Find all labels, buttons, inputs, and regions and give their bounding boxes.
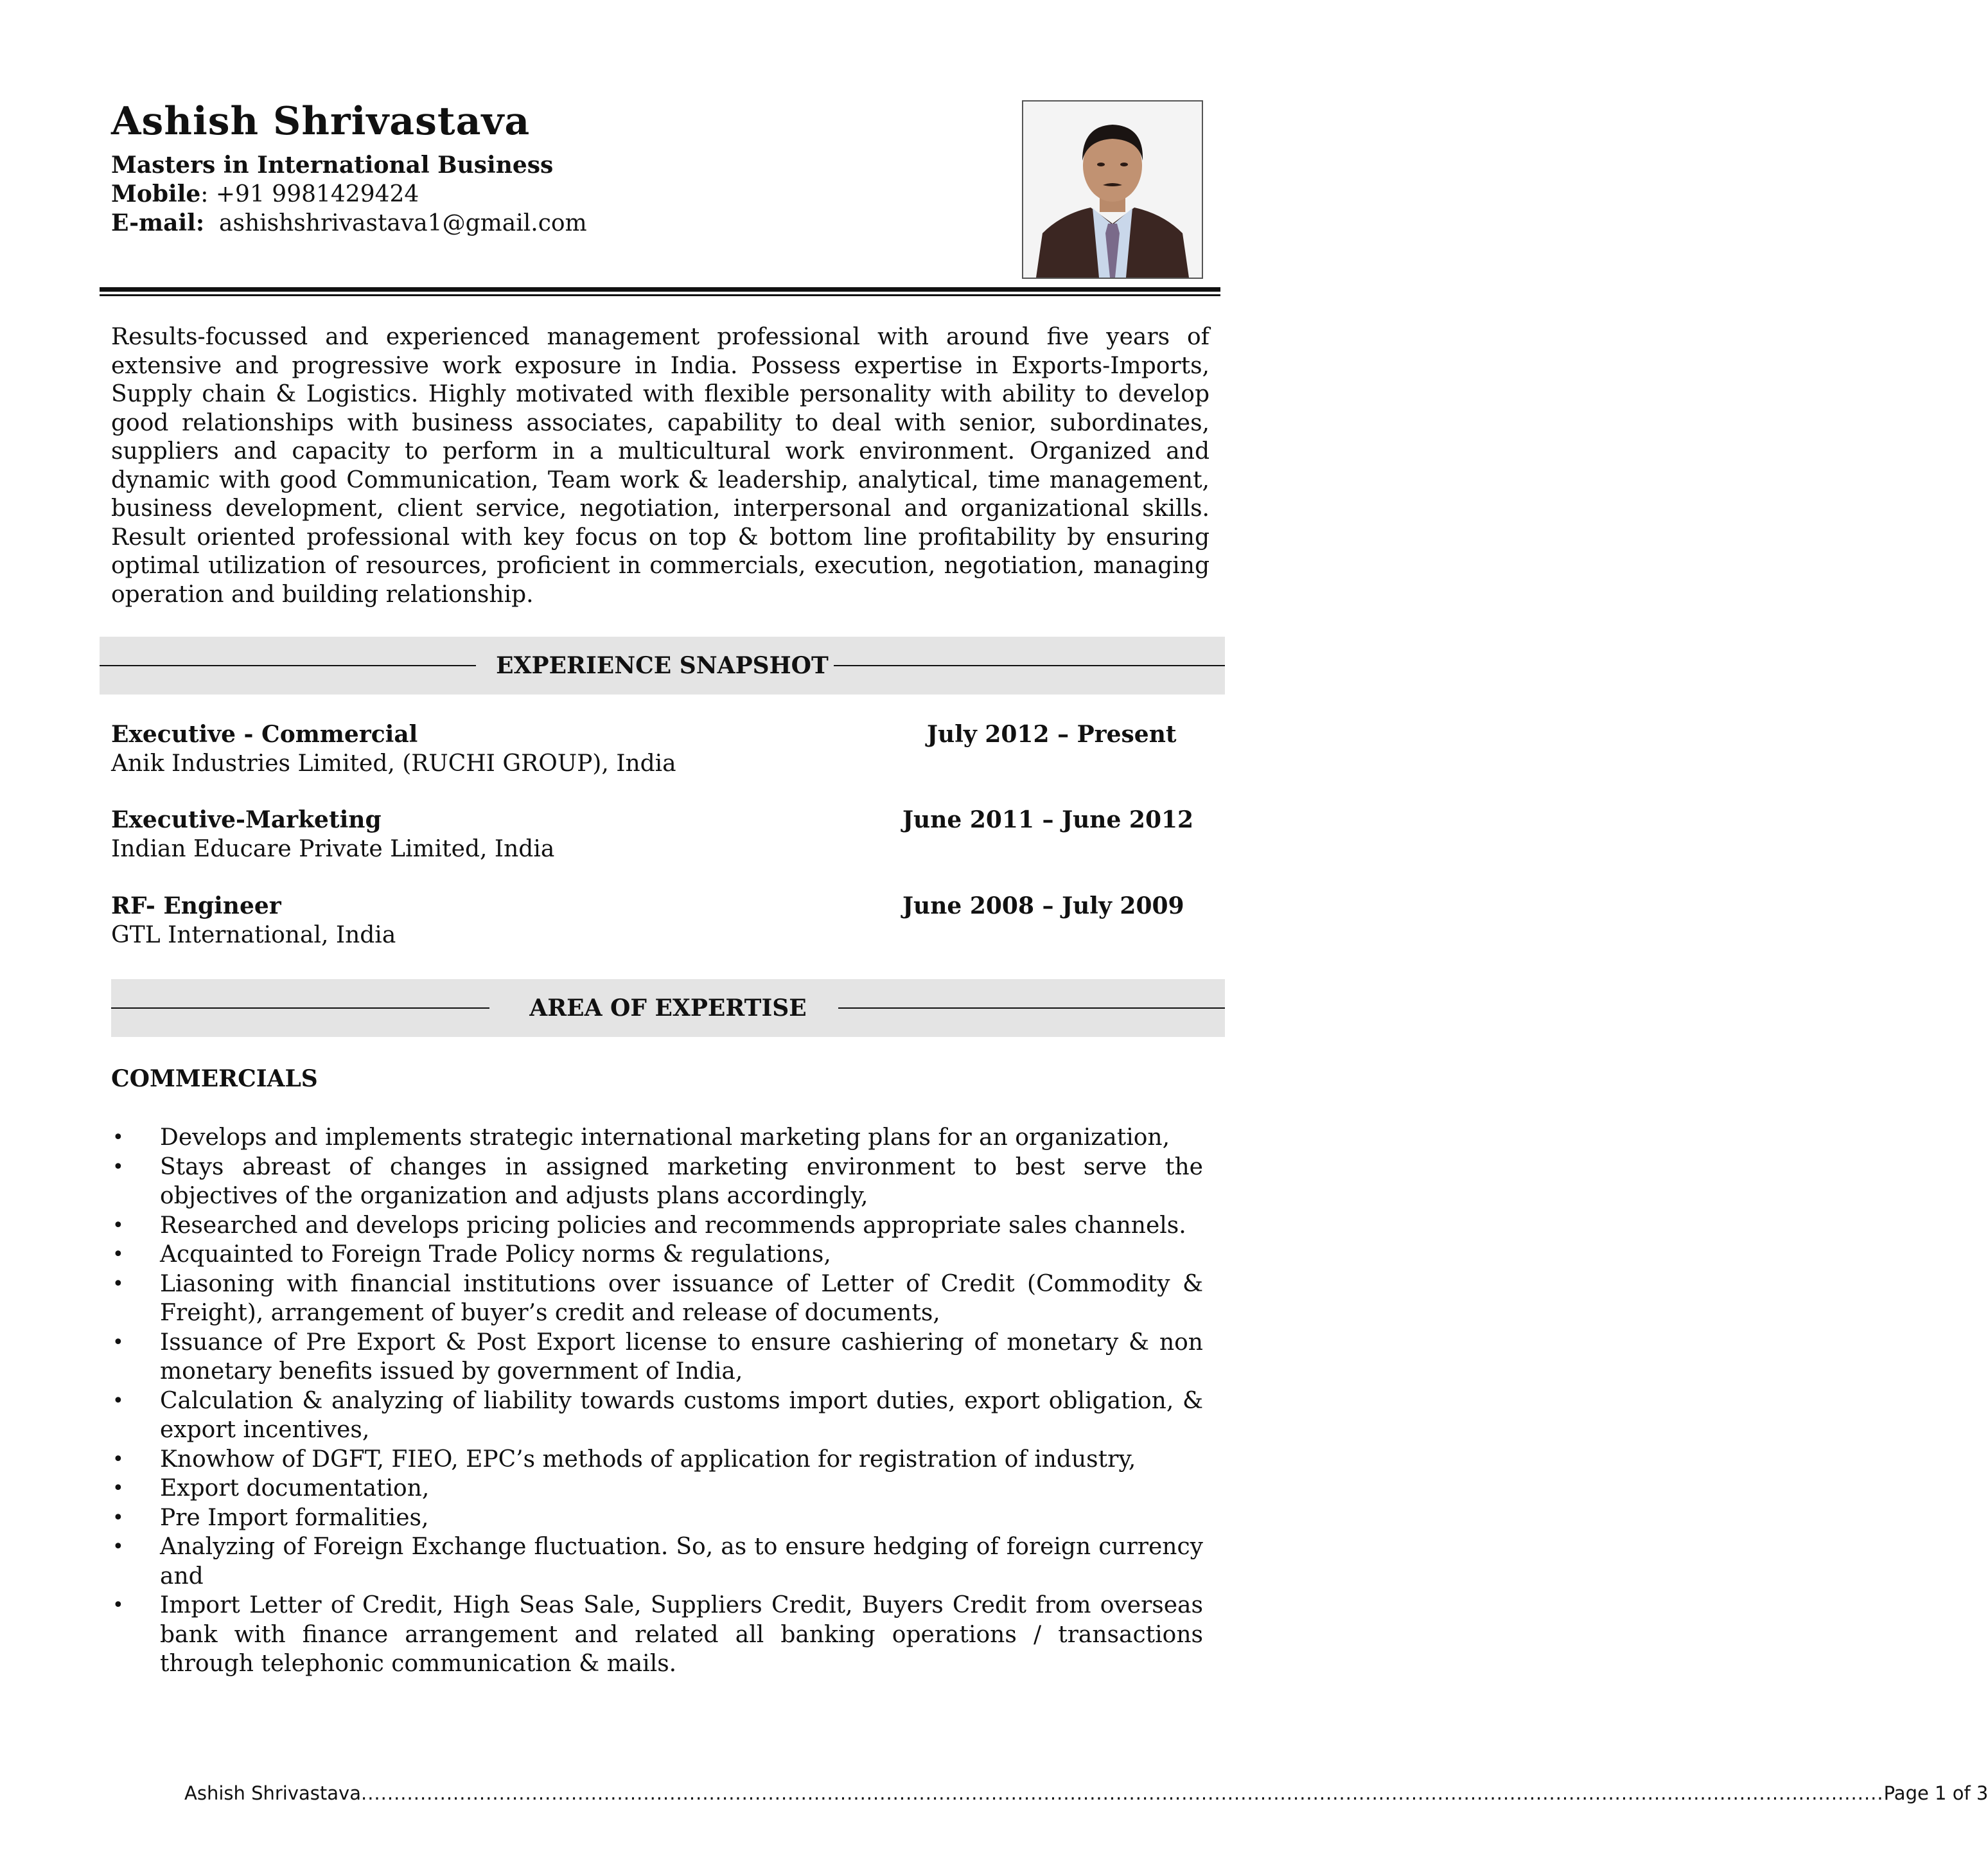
mobile-line	[111, 181, 419, 208]
bullet-icon: •	[112, 1477, 124, 1500]
bullet-icon: •	[112, 1448, 124, 1471]
list-item: • Analyzing of Foreign Exchange fluctuation. So, as to ensure hedging of foreign currency and	[112, 1534, 1203, 1590]
bullet-icon: •	[112, 1331, 124, 1354]
list-item: • Calculation & analyzing of liability towards customs import duties, export obligation, & export incentives,	[112, 1387, 1203, 1443]
candidate-name: Ashish Shrivastava	[111, 99, 531, 144]
list-item: • Export documentation,	[111, 1474, 1203, 1503]
bullet-icon: •	[112, 1389, 124, 1412]
bullet-icon: •	[112, 1155, 124, 1178]
header-rule-thin	[100, 294, 1220, 296]
mobile-label: Mobile	[111, 181, 201, 208]
section-title-experience: EXPERIENCE SNAPSHOT	[491, 652, 834, 679]
degree-line	[111, 152, 553, 179]
page-footer	[184, 1782, 1988, 1804]
footer-name: Ashish Shrivastava	[184, 1782, 361, 1804]
page-number: Page 1 of 3	[1883, 1782, 1988, 1804]
bullet-icon: •	[112, 1536, 124, 1558]
job-title: Executive - Commercial	[111, 721, 418, 748]
bullet-icon: •	[112, 1243, 124, 1266]
job-dates: June 2011 – June 2012	[902, 806, 1194, 833]
job-company: Indian Educare Private Limited, India	[111, 836, 555, 862]
mobile-value: : +91 9981429424	[200, 181, 419, 208]
bullet-icon: •	[112, 1272, 124, 1295]
degree: Masters in International Business	[111, 152, 554, 179]
email-line	[111, 209, 587, 237]
email-label: E-mail:	[111, 209, 205, 236]
job-title: Executive-Marketing	[111, 806, 382, 833]
subsection-commercials: COMMERCIALS	[111, 1065, 318, 1092]
list-item: • Knowhow of DGFT, FIEO, EPC’s methods of application for registration of industry,	[111, 1445, 1203, 1475]
bullet-icon: •	[112, 1506, 124, 1529]
job-company: GTL International, India	[111, 922, 396, 948]
profile-photo	[1022, 100, 1203, 279]
list-item: • Acquainted to Foreign Trade Policy norms & regulations,	[111, 1240, 1203, 1270]
bullet-icon: •	[112, 1594, 124, 1616]
list-item: • Issuance of Pre Export & Post Export license to ensure cashiering of monetary & non monetary benefits issued by government of India,	[112, 1329, 1203, 1385]
section-title-expertise: AREA OF EXPERTISE	[524, 995, 811, 1022]
email-value[interactable]: ashishshrivastava1@gmail.com	[219, 210, 587, 236]
list-item: • Liasoning with financial institutions over issuance of Letter of Credit (Commodity & Freight), arrangement of buyer’s credit and release of documents,	[112, 1270, 1203, 1326]
job-dates: June 2008 – July 2009	[902, 892, 1184, 919]
expertise-list	[111, 1123, 1203, 1679]
bullet-icon: •	[112, 1214, 124, 1237]
header-rule-thick	[100, 287, 1220, 292]
list-item: • Researched and develops pricing policies and recommends appropriate sales channels.	[111, 1211, 1203, 1241]
section-header-expertise	[111, 979, 1225, 1037]
job-dates: July 2012 – Present	[927, 721, 1177, 748]
job-title: RF- Engineer	[111, 892, 281, 919]
bullet-icon: •	[112, 1126, 124, 1149]
job-company: Anik Industries Limited, (RUCHI GROUP), India	[111, 750, 676, 777]
list-item: • Import Letter of Credit, High Seas Sale, Suppliers Credit, Buyers Credit from overseas bank with finance arrangement and related all banking operations / transactions through telephonic communication & mails.	[112, 1592, 1203, 1677]
footer-leader-dots: ........................................................................................................................................................................................................................................	[360, 1782, 1884, 1804]
list-item: • Pre Import formalities,	[111, 1503, 1203, 1533]
section-header-experience	[100, 637, 1225, 695]
professional-summary: Results-focussed and experienced management professional with around five years of extensive and progressive work exposure in India. Possess expertise in Exports-Imports, Supply chain & Logistics. Highly motivated with flexible personality with ability to develop good relationships with business associates, capability to deal with senior, subordinates, suppliers and capacity to perform in a multicultural work environment. Organized and dynamic with good Communication, Team work & leadership, analytical, time management, business development, client service, negotiation, interpersonal and organizational skills. Result oriented professional with key focus on top & bottom line profitability by ensuring optimal utilization of resources, proficient in commercials, execution, negotiation, managing operation and building relationship.	[111, 324, 1210, 608]
list-item: • Develops and implements strategic international marketing plans for an organization,	[111, 1123, 1203, 1153]
list-item: • Stays abreast of changes in assigned marketing environment to best serve the objectives of the organization and adjusts plans accordingly,	[112, 1153, 1203, 1209]
portrait-image	[1023, 102, 1202, 278]
